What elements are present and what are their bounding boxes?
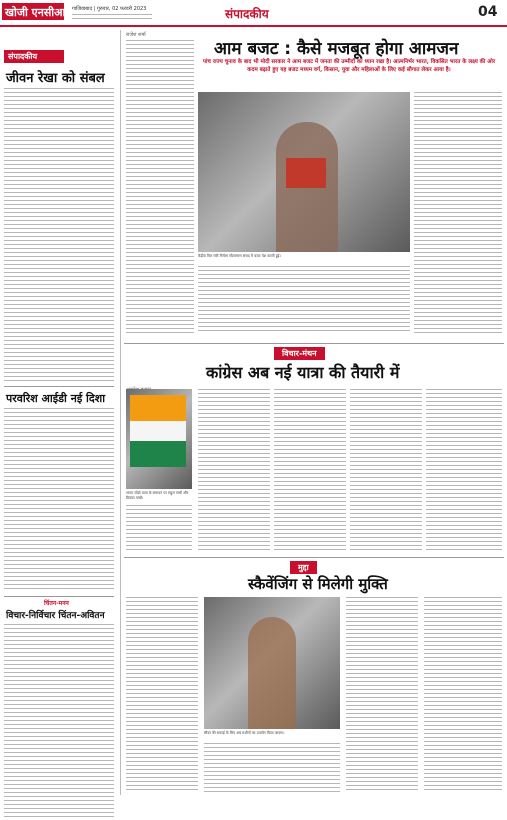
middle-story (124, 345, 504, 555)
top-photo-caption: केंद्रीय वित्त मंत्री निर्मला सीतारमण संसद में बजट पेश करती हुईं। (198, 254, 281, 258)
top-headline: आम बजट : कैसे मजबूत होगा आमजन (214, 39, 459, 59)
column-rule (120, 30, 121, 795)
photo-person (248, 617, 296, 729)
lead-heading: जीवन रेखा को संबल (6, 71, 105, 86)
middle-label: विचार-मंथन (274, 347, 325, 360)
bottom-article-text (4, 624, 114, 820)
middle-col-4-text (350, 389, 422, 551)
section-title: संपादकीय (225, 7, 269, 21)
bottom-col-4-text (424, 597, 502, 793)
middle-col-1-text (126, 505, 192, 551)
budget-photo (198, 92, 410, 252)
masthead (0, 0, 507, 28)
top-deck: पांच राज्य चुनाव के बाद भी मोदी सरकार ने आम बजट में जनता की उम्मीदों का ध्यान रखा है। आत्मनिर्भर भारत, विकसित भारत के लक्ष्य की ओर कदम बढ़ाते हुए यह बजट मध्यम वर्ग, किसान, युवा और महिलाओं के लिए कई सौगात लेकर आया है। (202, 59, 496, 73)
masthead-tagline (72, 14, 152, 20)
top-kicker: राजेश शर्मा (126, 32, 146, 38)
left-divider-2 (4, 596, 114, 597)
editorial-label: संपादकीय (4, 50, 64, 63)
date-line: गाजियाबाद | गुरुवार, 02 फरवरी 2023 (72, 6, 147, 12)
bottom-col-3-text (346, 597, 418, 793)
left-divider-1 (4, 386, 114, 387)
bottom-label: चिंतन-मनन (44, 600, 69, 607)
mid-heading: परवरिश आईडी नई दिशा (6, 392, 106, 405)
photo-tablet (286, 158, 326, 188)
middle-col-5-text (426, 389, 502, 551)
bottom-col-1-text (126, 597, 198, 793)
middle-photo-caption: भारत जोड़ो यात्रा के समापन पर राहुल गांधी और प्रियंका गांधी। (126, 491, 189, 500)
sewer-photo (204, 597, 340, 729)
lead-article-text (4, 88, 114, 381)
top-col-4-text (414, 92, 502, 334)
congress-photo (126, 389, 192, 489)
top-bottom-rule (124, 343, 504, 344)
bottom-under-photo-text (204, 743, 340, 793)
bottom-story-headline: स्कैवेंजिंग से मिलेगी मुक्ति (248, 575, 388, 593)
masthead-rule (0, 25, 507, 27)
bottom-photo-caption: सीवर की सफाई के लिए अब मशीनों का उपयोग किया जाएगा। (204, 731, 285, 735)
bottom-story (124, 559, 504, 797)
middle-headline: कांग्रेस अब नई यात्रा की तैयारी में (206, 363, 400, 382)
flag-green (130, 441, 186, 467)
top-story (124, 30, 504, 340)
left-column (0, 28, 118, 800)
top-under-photo-text (198, 266, 410, 334)
mid-article-text (4, 408, 114, 591)
page-number: 04 (478, 4, 498, 20)
flag-white (130, 421, 186, 441)
top-col-1-text (126, 40, 194, 334)
middle-col-3-text (274, 389, 346, 551)
flag-saffron (130, 395, 186, 421)
bottom-heading: विचार-निर्विचार चिंतन-अवितन (6, 611, 105, 621)
paper-name: खोजी एनसीआर (5, 6, 70, 19)
middle-col-2-text (198, 389, 270, 551)
middle-bottom-rule (124, 557, 504, 558)
bottom-story-label: मुद्दा (290, 561, 317, 574)
